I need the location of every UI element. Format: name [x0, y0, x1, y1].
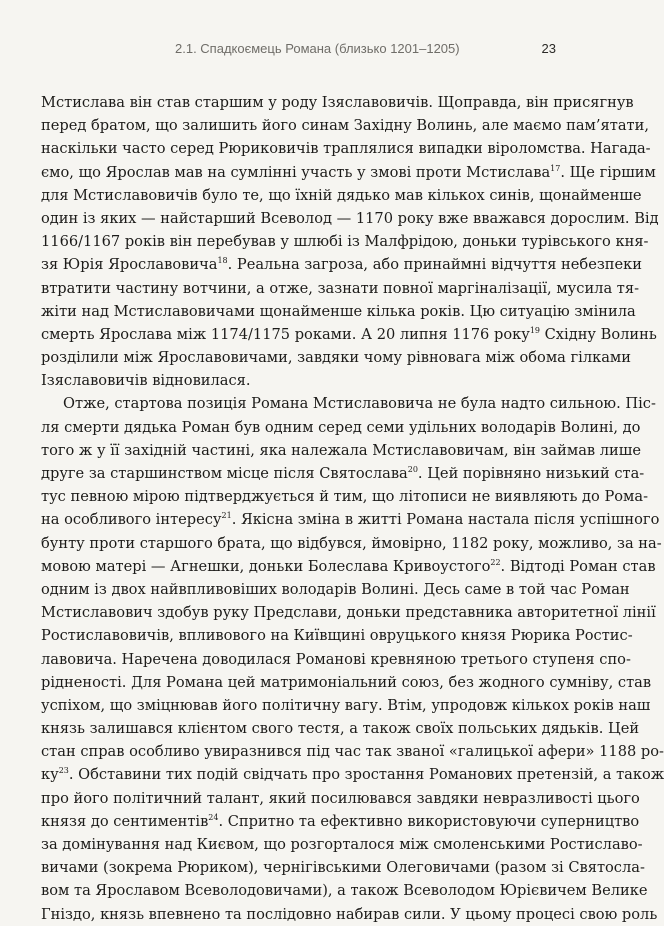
line-text: Ізяславовичів відновилася. [41, 372, 251, 390]
footnote-marker[interactable]: 23 [58, 766, 69, 776]
line-text: Мстислава він став старшим у роду Ізяславовичів. Щоправда, він присягнув [41, 94, 634, 111]
line-text: жіти над Мстиславовичами щонайменше кілька років. Цю ситуацію змінила [41, 302, 636, 320]
line-text: князя до сентиментів [41, 812, 209, 830]
line-text: князь залишався клієнтом свого тестя, а також своїх польських дядьків. Цей [41, 720, 640, 738]
line-text-continued: Східну Волинь [540, 325, 657, 343]
line-text: зя Юрія Ярославовича [41, 256, 218, 274]
text-line [41, 879, 648, 902]
footnote-marker[interactable]: 17 [550, 163, 561, 173]
footnote-marker[interactable]: 18 [217, 256, 228, 266]
footnote-marker[interactable]: 20 [407, 465, 418, 475]
text-line [41, 207, 659, 230]
text-line [41, 277, 639, 300]
text-line [41, 91, 634, 114]
line-text: наскільки часто серед Рюриковичів траплялися випадки віроломства. Нагада- [41, 140, 651, 158]
text-line [41, 532, 662, 555]
line-text: вичами (зокрема Рюриком), чернігівськими Олеговичами (разом зі Святосла- [41, 859, 645, 877]
text-line [41, 601, 656, 624]
text-line [41, 555, 656, 578]
line-text: бунту проти старшого брата, що відбувся, ймовірно, 1182 року, можливо, за на- [41, 534, 662, 552]
text-line [41, 184, 642, 207]
body-text [41, 91, 664, 926]
text-line [41, 903, 658, 926]
line-text: за домінування над Києвом, що розгорталося між смоленськими Ростиславо- [41, 836, 643, 853]
footnote-marker[interactable]: 21 [221, 511, 232, 521]
line-text-continued: . Ще гіршим [560, 163, 656, 181]
line-text-continued: . Реальна загроза, або принаймні відчуття небезпеки [227, 256, 643, 274]
line-text: втратити частину вотчини, а отже, зазнати повної маргіналізації, мусила тя- [41, 279, 639, 297]
line-text: перед братом, що залишить його синам Західну Волинь, але маємо пам’ятати, [41, 117, 649, 135]
text-line [41, 230, 649, 253]
line-text: ку [41, 766, 59, 784]
footnote-marker[interactable]: 24 [208, 812, 219, 822]
text-line [41, 253, 643, 276]
text-line [41, 578, 630, 601]
line-text: смерть Ярослава між 1174/1175 роками. А 20 липня 1176 року [41, 325, 530, 343]
line-text: ємо, що Ярослав мав на сумлінні участь у змові проти Мстислава [41, 163, 551, 181]
text-line [41, 346, 631, 369]
line-text: вом та Ярославом Всеволодовичами), а також Всеволодом Юрієвичем Велике [41, 882, 648, 900]
line-text: на особливого інтересу [41, 511, 222, 529]
page-number: 23 [541, 41, 556, 56]
running-head [40, 41, 560, 61]
text-line [41, 323, 657, 346]
text-line [41, 856, 645, 879]
text-line [41, 624, 633, 647]
running-title: 2.1. Спадкоємець Романа (близько 1201–1205) [175, 41, 460, 56]
line-text-continued: . Цей порівняно низький ста- [417, 465, 645, 482]
line-text-continued: . Обставини тих подій свідчать про зростання Романових претензій, а також [68, 766, 664, 784]
text-line [41, 810, 640, 833]
text-line [41, 369, 571, 392]
line-text: друге за старшинством місце після Святослава [41, 465, 408, 482]
text-line [41, 485, 649, 508]
line-text: рідненості. Для Романа цей матримоніальний союз, без жодного сумніву, став [41, 673, 652, 691]
text-line [41, 392, 656, 415]
line-text: Мстиславович здобув руку Предслави, доньки представника авторитетної лінії [41, 604, 656, 622]
line-text-continued: . Відтоді Роман став [500, 557, 656, 575]
text-line [41, 648, 631, 671]
line-text-continued: . Спритно та ефективно використовуючи суперництво [218, 812, 640, 830]
text-line [41, 161, 656, 184]
text-line [41, 671, 652, 694]
line-text: того ж у її західній частині, яка належала Мстиславовичам, він займав лише [41, 441, 641, 459]
line-text: стан справ особливо увиразнився під час так званої «галицької афери» 1188 ро- [41, 743, 664, 761]
text-line [41, 300, 636, 323]
line-text: успіхом, що зміцнював його політичну вагу. Втім, упродовж кількох років наш [41, 696, 651, 714]
text-line [41, 833, 643, 856]
line-text: 1166/1167 років він перебував у шлюбі із Малфрідою, доньки турівського кня- [41, 233, 649, 251]
line-text: ля смерти дядька Роман був одним серед семи удільних володарів Волині, до [41, 418, 641, 436]
text-line [41, 763, 664, 786]
text-line [41, 508, 660, 531]
line-text: тус певною мірою підтверджується й тим, що літописи не виявляють до Рома- [41, 488, 649, 506]
footnote-marker[interactable]: 22 [490, 557, 501, 567]
text-line [41, 694, 651, 717]
line-text: одним із двох найвпливовіших володарів Волині. Десь саме в той час Роман [41, 580, 630, 598]
text-line [41, 114, 649, 137]
text-line [41, 462, 645, 485]
text-line [41, 416, 641, 439]
line-text: розділили між Ярославовичами, завдяки чому рівновага між обома гілками [41, 349, 631, 367]
text-line [41, 137, 651, 160]
footnote-marker[interactable]: 19 [529, 326, 540, 336]
line-text: один із яких — найстарший Всеволод — 1170 року вже вважався дорослим. Від [41, 209, 659, 227]
text-line [41, 439, 641, 462]
text-line [41, 717, 640, 740]
line-text-continued: . Якісна зміна в житті Романа настала після успішного [231, 511, 660, 529]
line-text: мовою матері — Агнешки, доньки Болеслава Кривоустого [41, 557, 491, 575]
line-text: про його політичний талант, який посилювався завдяки невразливості цього [41, 789, 640, 807]
line-text: Отже, стартова позиція Романа Мстиславовича не була надто сильною. Піс- [63, 395, 656, 413]
line-text: Гніздо, князь впевнено та послідовно набирав сили. У цьому процесі свою роль [41, 905, 658, 923]
text-line [41, 787, 640, 810]
text-line [41, 740, 664, 763]
line-text: лавовича. Наречена доводилася Романові кревняною третього ступеня спо- [41, 650, 631, 668]
line-text: для Мстиславовичів було те, що їхній дядько мав кількох синів, щонайменше [41, 186, 642, 204]
line-text: Ростиславовичів, впливового на Київщині овруцького князя Рюрика Ростис- [41, 627, 633, 645]
